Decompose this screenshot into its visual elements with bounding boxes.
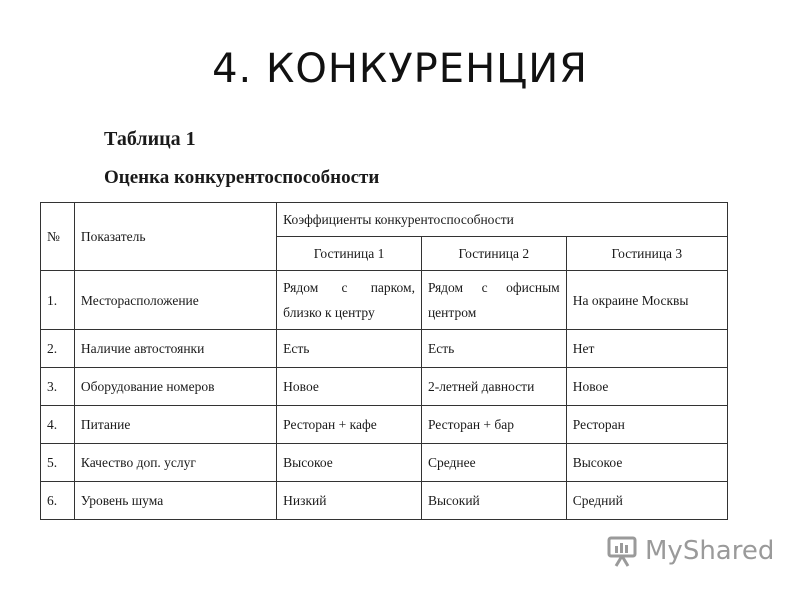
row-num: 5.	[41, 444, 75, 482]
cell-hotel-3: Ресторан	[566, 406, 727, 444]
row-num: 6.	[41, 482, 75, 520]
row-num: 1.	[41, 271, 75, 330]
competitiveness-table	[40, 202, 728, 520]
cell-hotel-3: Нет	[566, 330, 727, 368]
table-header-row	[41, 203, 728, 237]
header-hotel-3: Гостиница 3	[566, 237, 727, 271]
row-indicator: Наличие автостоянки	[74, 330, 276, 368]
table-label: Таблица 1	[104, 128, 196, 150]
cell-hotel-2: Среднее	[421, 444, 566, 482]
row-indicator: Качество доп. услуг	[74, 444, 276, 482]
header-hotel-1: Гостиница 1	[277, 237, 422, 271]
table-row	[41, 444, 728, 482]
cell-line: Рядом с парком,	[283, 280, 415, 295]
cell-line: близко к центру	[283, 305, 375, 320]
cell-hotel-1: Есть	[277, 330, 422, 368]
header-num: №	[41, 203, 75, 271]
cell-line: Рядом с офисным	[427, 280, 560, 295]
cell-hotel-3: Новое	[566, 368, 727, 406]
cell-line: центром	[427, 305, 477, 320]
cell-hotel-1: Низкий	[277, 482, 422, 520]
table-row	[41, 330, 728, 368]
cell-hotel-2: Высокий	[421, 482, 566, 520]
row-indicator: Месторасположение	[74, 271, 276, 330]
cell-hotel-2: 2-летней давности	[421, 368, 566, 406]
row-num: 2.	[41, 330, 75, 368]
cell-hotel-3: Высокое	[566, 444, 727, 482]
table-row	[41, 406, 728, 444]
header-coefficients: Коэффициенты конкурентоспособности	[277, 203, 728, 237]
cell-hotel-1	[277, 271, 422, 330]
header-hotel-2: Гостиница 2	[421, 237, 566, 271]
cell-hotel-1: Новое	[277, 368, 422, 406]
watermark-text: MyShared	[645, 536, 775, 566]
myshared-watermark	[607, 534, 774, 568]
slide-title: 4. КОНКУРЕНЦИЯ	[212, 46, 588, 92]
cell-hotel-1: Ресторан + кафе	[277, 406, 422, 444]
row-indicator: Оборудование номеров	[74, 368, 276, 406]
cell-hotel-3: Средний	[566, 482, 727, 520]
row-indicator: Уровень шума	[74, 482, 276, 520]
row-indicator: Питание	[74, 406, 276, 444]
cell-hotel-2: Есть	[421, 330, 566, 368]
row-num: 3.	[41, 368, 75, 406]
row-num: 4.	[41, 406, 75, 444]
header-indicator: Показатель	[74, 203, 276, 271]
table-row	[41, 271, 728, 330]
cell-hotel-2	[421, 271, 566, 330]
table-row	[41, 368, 728, 406]
cell-hotel-1: Высокое	[277, 444, 422, 482]
table-title: Оценка конкурентоспособности	[104, 167, 380, 188]
table-row	[41, 482, 728, 520]
myshared-logo-icon	[607, 534, 639, 568]
cell-hotel-3: На окраине Москвы	[566, 271, 727, 330]
cell-hotel-2: Ресторан + бар	[421, 406, 566, 444]
